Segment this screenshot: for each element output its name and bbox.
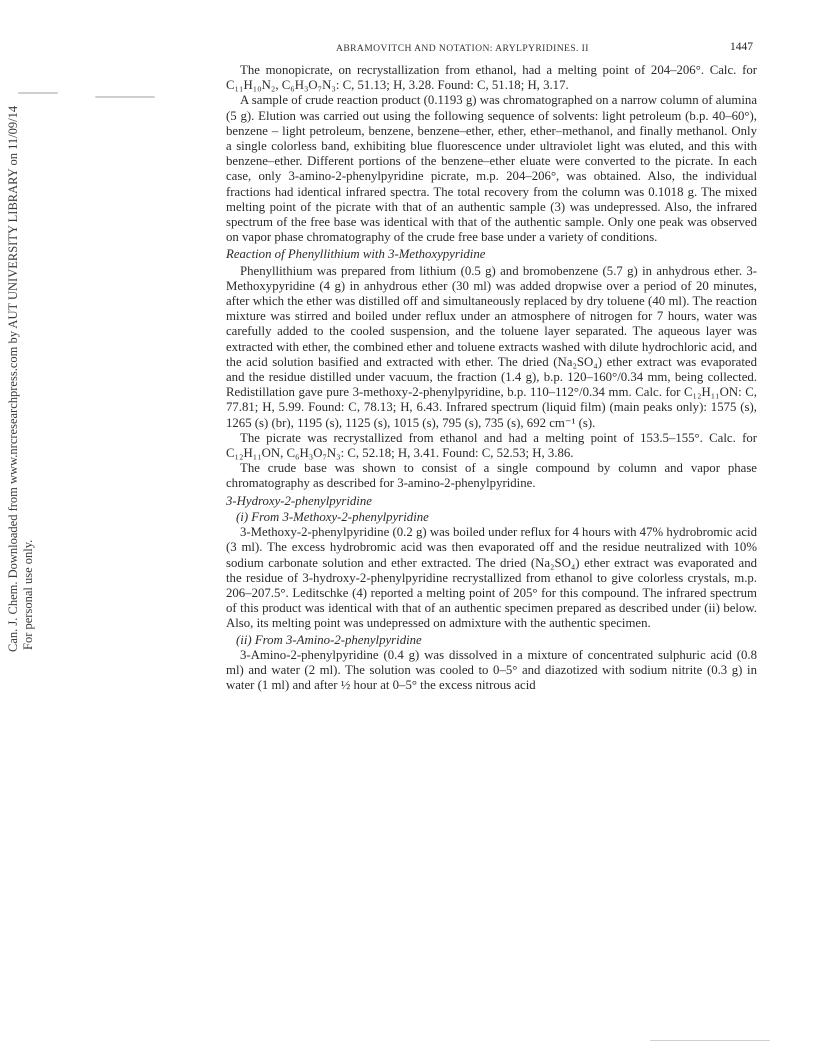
section-heading-hydroxy: 3-Hydroxy-2-phenylpyridine — [226, 493, 372, 508]
paragraph-picrate: The picrate was recrystallized from ethanol and had a melting point of 153.5–155°. Calc. for C₁₂H₁₁ON, C₆H₃O₇N₃: C, 52.18; H, 3.41. Found: C, 52.53; H, 3.86. — [226, 430, 757, 461]
scan-speck — [650, 1040, 770, 1041]
paragraph-methoxy-procedure: 3-Methoxy-2-phenylpyridine (0.2 g) was boiled under reflux for 4 hours with 47% hydrobromic acid (3 ml). The excess hydrobromic acid was then evaporated off and the residue neutralized with 10% sodium carbonate solution and ether extracted. The dried (Na₂SO₄) ether extract was evaporated and the residue of 3-hydroxy-2-phenylpyridine recrystallized from ethanol to give colorless crystals, m.p. 206–207.5°. Leditschke (4) reported a melting point of 205° for this compound. The infrared spectrum of this product was identical with that of an authentic specimen prepared as described under (ii) below. Also, its melting point was undepressed on admixture with the authentic specimen. — [226, 525, 757, 631]
paragraph-amino-procedure: 3-Amino-2-phenylpyridine (0.4 g) was dissolved in a mixture of concentrated sulphuric acid (0.8 ml) and water (2 ml). The solution was cooled to 0–5° and diazotized with sodium nitrite (0.3 g) in water (1 ml) and after ½ hour at 0–5° the excess nitrous acid — [226, 647, 757, 693]
page-header — [226, 40, 757, 56]
page-number: 1447 — [730, 41, 753, 53]
scan-speck — [95, 96, 155, 98]
scan-speck — [18, 92, 58, 94]
section-heading-phenyllithium: Reaction of Phenyllithium with 3-Methoxypyridine — [226, 247, 486, 262]
paragraph-crude-base: The crude base was shown to consist of a single compound by column and vapor phase chromatography as described for 3-amino-2-phenylpyridine. — [226, 461, 757, 491]
paragraph-phenyllithium-procedure: Phenyllithium was prepared from lithium (0.5 g) and bromobenzene (5.7 g) in anhydrous ether. 3-Methoxypyridine (4 g) in anhydrous ether (30 ml) was added dropwise over a period of 20 minutes, after which the ether was distilled off and simultaneously replaced by dry toluene (40 ml). The reaction mixture was stirred and boiled under reflux under an atmosphere of nitrogen for 7 hours, water was carefully added to the cooled suspension, and the toluene layer separated. The aqueous layer was extracted with ether, the combined ether and toluene extracts washed with dilute hydrochloric acid, and the acid solution basified and extracted with ether. The dried (Na₂SO₄) ether extract was evaporated and the residue distilled under vacuum, the fraction (1.4 g), b.p. 120–160°/0.34 mm, being collected. Redistillation gave pure 3-methoxy-2-phenylpyridine, b.p. 110–112°/0.34 mm. Calc. for C₁₂H₁₁ON: C, 77.81; H, 5.99. Found: C, 78.13; H, 6.43. Infrared spectrum (liquid film) (main peaks only): 1575 (s), 1265 (s) (br), 1195 (s), 1125 (s), 1015 (s), 795 (s), 735 (s), 692 cm⁻¹ (s). — [226, 263, 757, 430]
paragraph-monopicrate: The monopicrate, on recrystallization from ethanol, had a melting point of 204–206°. Calc. for C₁₁H₁₀N₂, C₆H₃O₇N₃: C, 51.13; H, 3.28. Found: C, 51.18; H, 3.17. — [226, 63, 757, 93]
subheading-from-amino: (ii) From 3-Amino-2-phenylpyridine — [236, 632, 422, 647]
subheading-from-methoxy: (i) From 3-Methoxy-2-phenylpyridine — [236, 509, 429, 524]
article-body — [226, 63, 757, 693]
watermark-line-usage: For personal use only. — [21, 539, 35, 650]
download-watermark — [0, 105, 44, 652]
running-head: ABRAMOVITCH AND NOTATION: ARYLPYRIDINES. II — [336, 43, 589, 54]
watermark-line-source: Can. J. Chem. Downloaded from www.nrcresearchpress.com by AUT UNIVERSITY LIBRARY on 11/09/14 — [6, 105, 20, 652]
paragraph-chromatography: A sample of crude reaction product (0.1193 g) was chromatographed on a narrow column of alumina (5 g). Elution was carried out using the following sequence of solvents: light petroleum (b.p. 40–60°), benzene – light petroleum, benzene, benzene–ether, ether, ether–methanol, and finally methanol. Only a single colorless band, exhibiting blue fluorescence under ultraviolet light was eluted, and this with benzene–ether. Different portions of the benzene–ether eluate were converted to the picrate. In each case, only 3-amino-2-phenylpyridine picrate, m.p. 204–206°, was obtained. Also, the individual fractions had identical infrared spectra. The total recovery from the column was 0.1018 g. The mixed melting point of the picrate with that of an authentic sample (3) was undepressed. Also, the infrared spectrum of the free base was identical with that of the authentic sample. Only one peak was observed on vapor phase chromatography of the crude free base under a variety of conditions. — [226, 93, 757, 245]
